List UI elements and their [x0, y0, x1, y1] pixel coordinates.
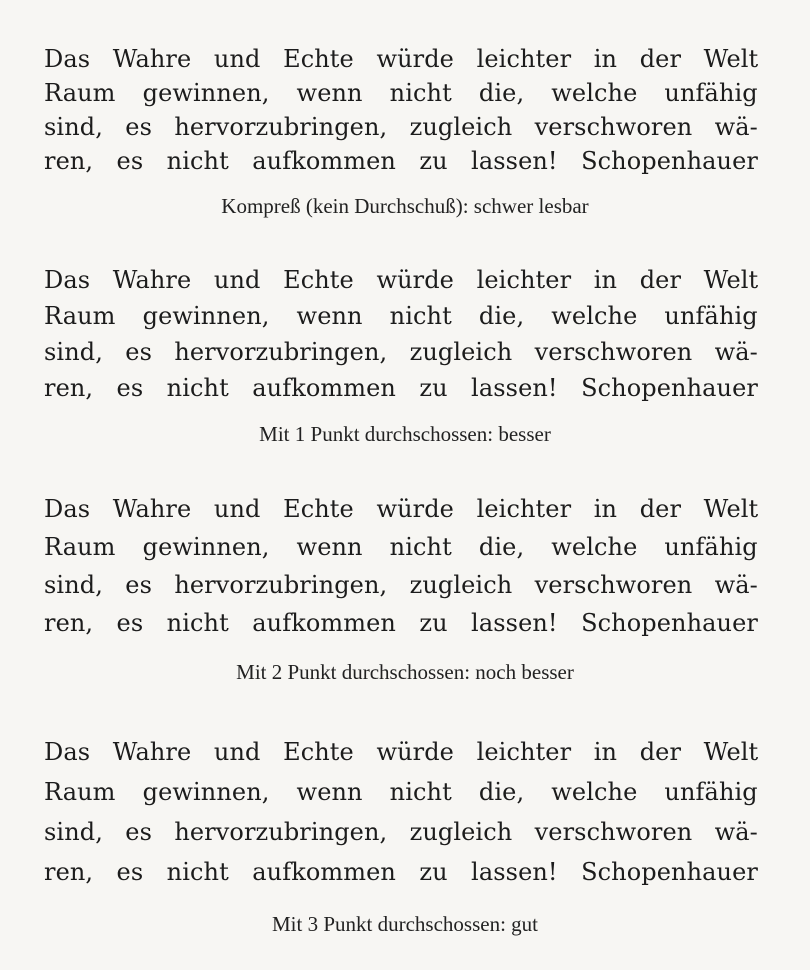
text-sample-3pt-leading — [44, 732, 758, 892]
sample-line: sind, es hervorzubringen, zugleich verschworen wä- — [44, 113, 758, 141]
text-sample-no-leading — [44, 42, 758, 178]
sample-line: ren, es nicht aufkommen zu lassen! Schopenhauer — [44, 147, 758, 175]
caption-no-leading: Kompreß (kein Durchschuß): schwer lesbar — [221, 194, 589, 218]
sample-line: Raum gewinnen, wenn nicht die, welche unfähig — [44, 533, 758, 561]
text-sample-1pt-leading — [44, 262, 758, 406]
sample-line: sind, es hervorzubringen, zugleich verschworen wä- — [44, 571, 758, 599]
sample-line: sind, es hervorzubringen, zugleich verschworen wä- — [44, 818, 758, 846]
sample-line: Das Wahre und Echte würde leichter in der Welt — [44, 45, 759, 73]
sample-line: Das Wahre und Echte würde leichter in der Welt — [44, 738, 759, 766]
sample-line: ren, es nicht aufkommen zu lassen! Schopenhauer — [44, 374, 758, 402]
sample-line: sind, es hervorzubringen, zugleich verschworen wä- — [44, 338, 758, 366]
text-sample-2pt-leading — [44, 490, 758, 642]
sample-line: Raum gewinnen, wenn nicht die, welche unfähig — [44, 302, 758, 330]
caption-3pt-leading: Mit 3 Punkt durchschossen: gut — [272, 912, 538, 936]
sample-line: Raum gewinnen, wenn nicht die, welche unfähig — [44, 79, 758, 107]
caption-1pt-leading: Mit 1 Punkt durchschossen: besser — [259, 422, 551, 446]
sample-line: Raum gewinnen, wenn nicht die, welche unfähig — [44, 778, 758, 806]
caption-2pt-leading: Mit 2 Punkt durchschossen: noch besser — [236, 660, 574, 684]
sample-line: ren, es nicht aufkommen zu lassen! Schopenhauer — [44, 609, 758, 637]
sample-line: Das Wahre und Echte würde leichter in der Welt — [44, 495, 759, 523]
sample-line: ren, es nicht aufkommen zu lassen! Schopenhauer — [44, 858, 758, 886]
sample-line: Das Wahre und Echte würde leichter in der Welt — [44, 266, 759, 294]
